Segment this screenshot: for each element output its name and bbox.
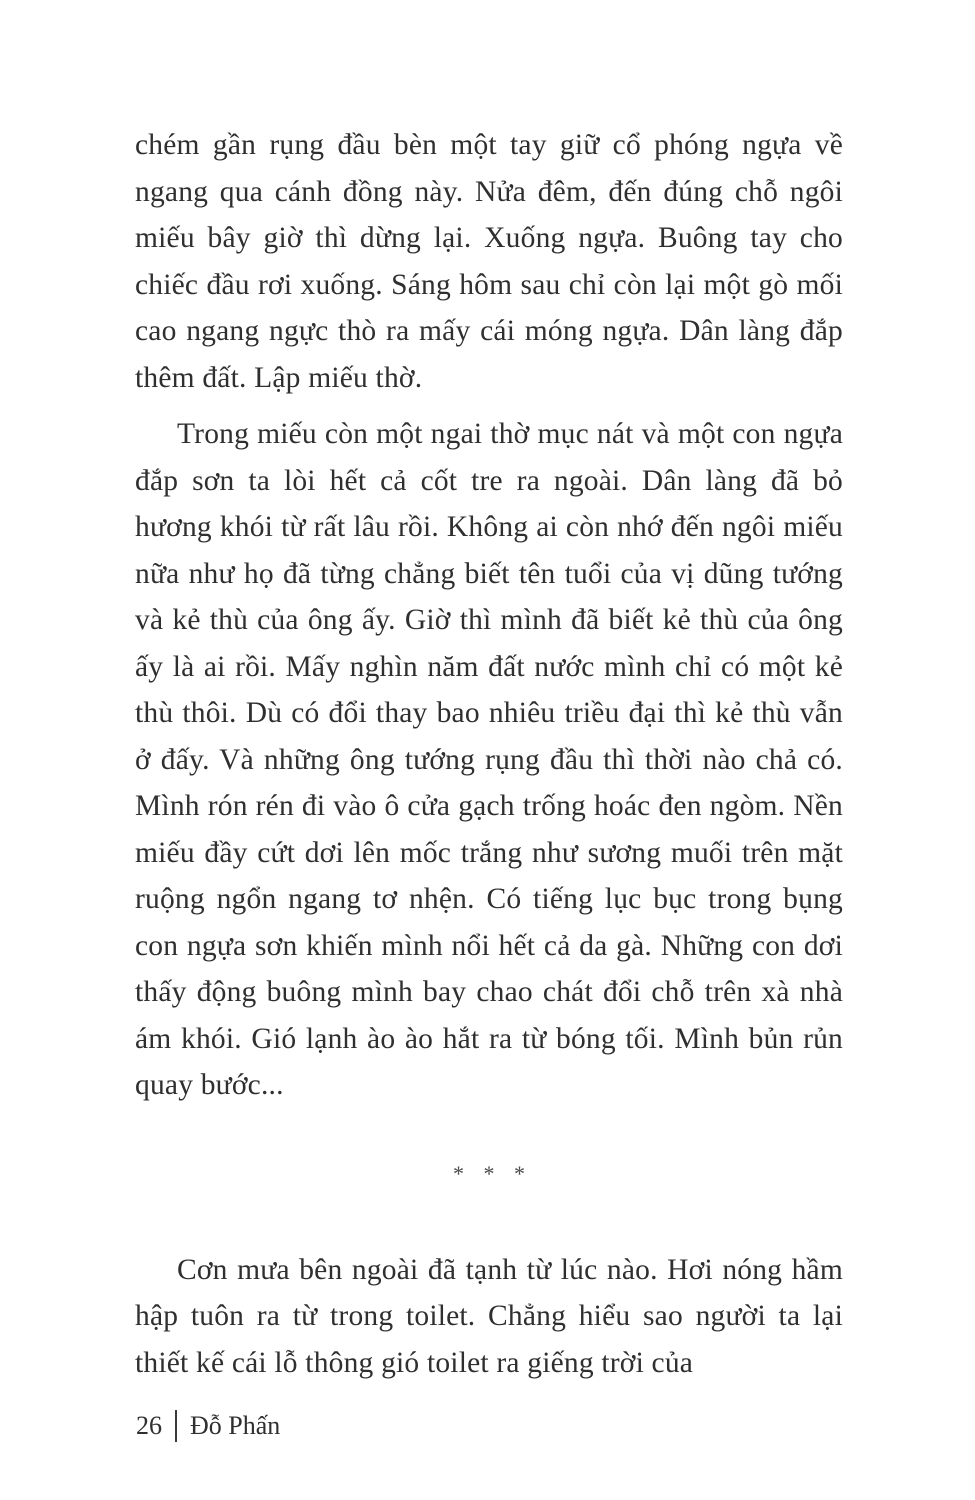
body-paragraph: Trong miếu còn một ngai thờ mục nát và một con ngựa đắp sơn ta lòi hết cả cốt tre ra ngoài. Dân làng đã bỏ hương khói từ rất lâu rồi. Không ai còn nhớ đến ngôi miếu nữa như họ đã từng chẳng biết tên tuổi của vị dũng tướng và kẻ thù của ông ấy. Giờ thì mình đã biết kẻ thù của ông ấy là ai rồi. Mấy nghìn năm đất nước mình chỉ có một kẻ thù thôi. Dù có đổi thay bao nhiêu triều đại thì kẻ thù vẫn ở đấy. Và những ông tướng rụng đầu thì thời nào chả có. Mình rón rén đi vào ô cửa gạch trống hoác đen ngòm. Nền miếu đầy cứt dơi lên mốc trắng như sương muối trên mặt ruộng ngổn ngang tơ nhện. Có tiếng lục bục trong bụng con ngựa sơn khiến mình nổi hết cả da gà. Những con dơi thấy động buông mình bay chao chát đổi chỗ trên xà nhà ám khói. Gió lạnh ào ào hắt ra từ bóng tối. Mình bủn rủn quay bước... [135,418,843,1101]
body-paragraph: chém gần rụng đầu bèn một tay giữ cổ phóng ngựa về ngang qua cánh đồng này. Nửa đêm, đến đúng chỗ ngôi miếu bây giờ thì dừng lại. Xuống ngựa. Buông tay cho chiếc đầu rơi xuống. Sáng hôm sau chỉ còn lại một gò mối cao ngang ngực thò ra mấy cái móng ngựa. Dân làng đắp thêm đất. Lập miếu thờ. [135,129,843,394]
author-name: Đỗ Phấn [190,1411,281,1440]
page-footer [136,1410,280,1442]
footer-divider [175,1410,177,1442]
text-block [135,122,843,1386]
body-paragraph: Cơn mưa bên ngoài đã tạnh từ lúc nào. Hơi nóng hầm hập tuôn ra từ trong toilet. Chẳng hiểu sao người ta lại thiết kế cái lỗ thông gió toilet ra giếng trời của [135,1253,843,1379]
section-separator: * * * [453,1160,525,1186]
page-number: 26 [136,1411,162,1440]
